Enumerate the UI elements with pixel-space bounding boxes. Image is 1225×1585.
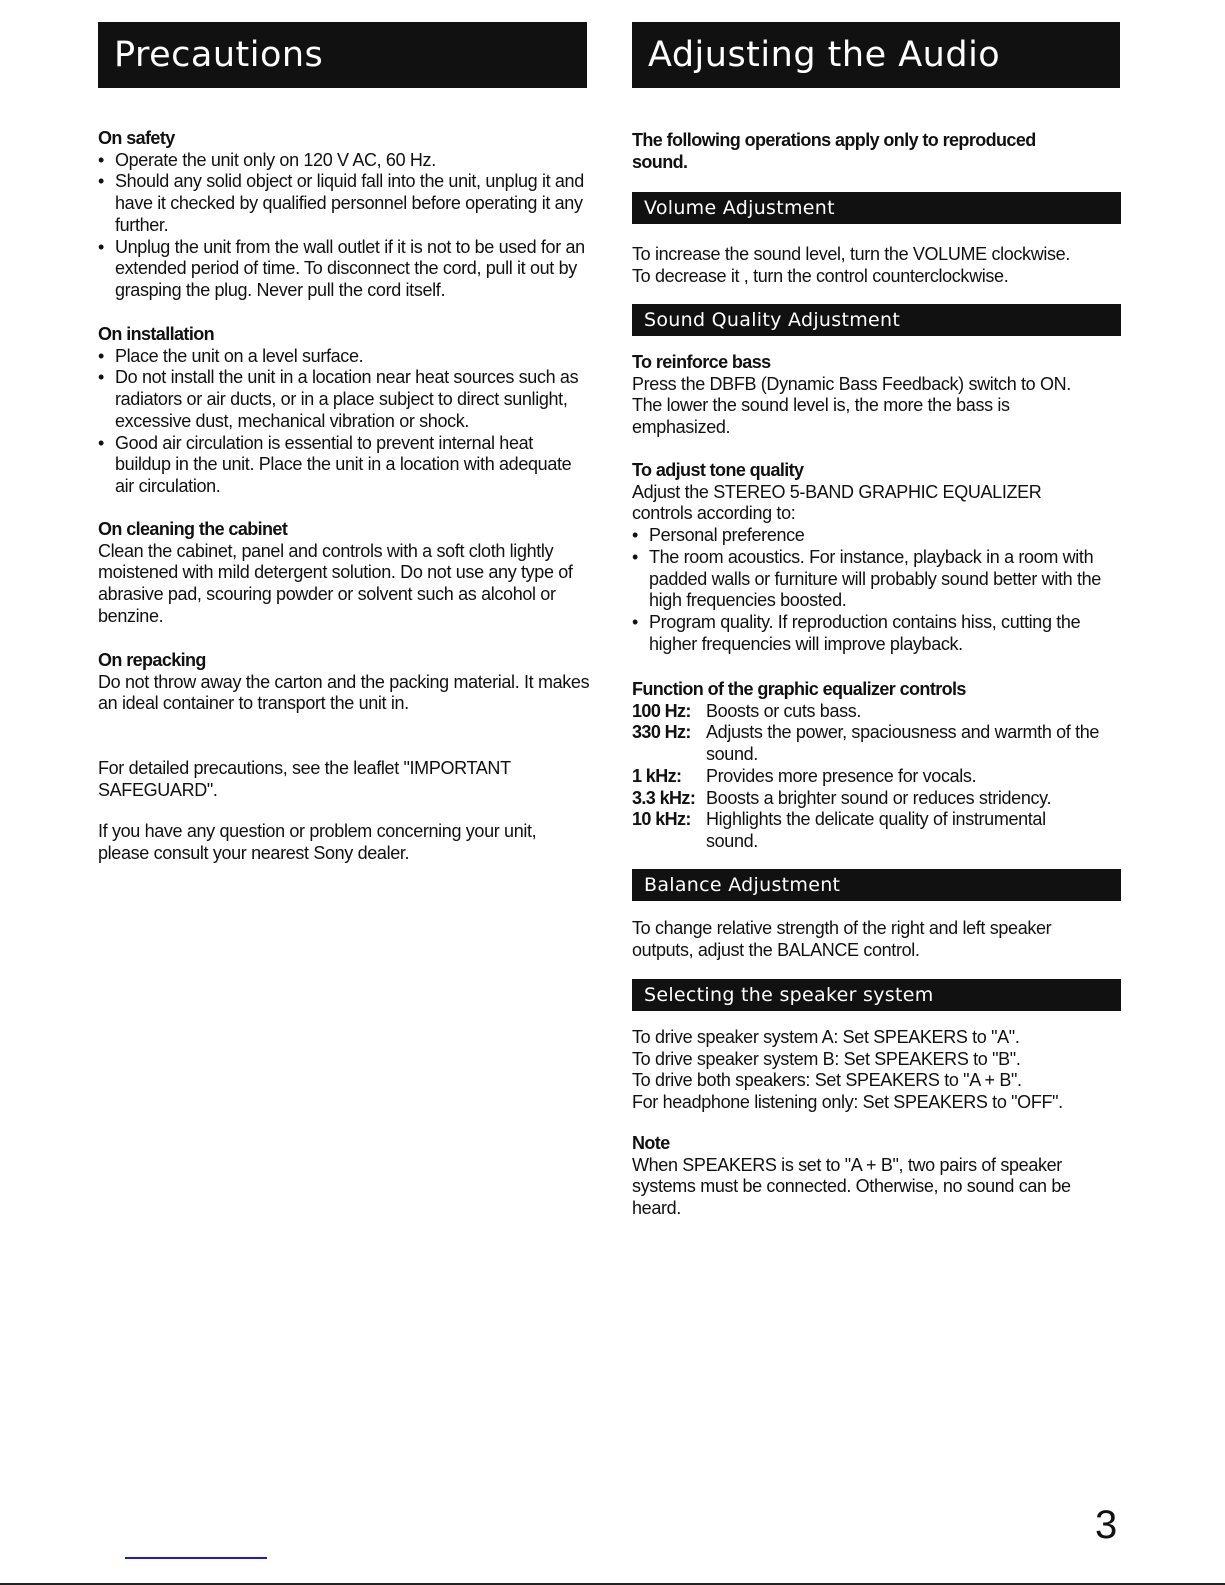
blue-underline — [125, 1557, 267, 1559]
installation-heading: On installation — [98, 324, 215, 344]
sound-quality-heading: Sound Quality Adjustment — [632, 304, 1121, 336]
adjusting-audio-title: Adjusting the Audio — [632, 22, 1120, 88]
freq-desc: Boosts or cuts bass. — [706, 700, 862, 721]
list-item: • Do not install the unit in a location near heat sources such as radiators or air ducts, or in a place subject to direct sunlight, excessive dust, mechanical vibration or shock. — [98, 367, 590, 432]
volume-section — [632, 244, 1122, 287]
freq-desc: Adjusts the power, spaciousness and warmth of the sound. — [706, 722, 1100, 765]
speaker-heading: Selecting the speaker system — [632, 979, 1121, 1011]
freq-row — [632, 788, 1107, 810]
freq-label: 100 Hz: — [632, 700, 691, 721]
freq-label: 330 Hz: — [632, 722, 691, 743]
freq-label: 10 kHz: — [632, 809, 691, 830]
precautions-title: Precautions — [98, 22, 587, 88]
tone-section — [632, 460, 1110, 655]
speaker-line: To drive speaker system A: Set SPEAKERS to "A". — [632, 1027, 1020, 1047]
speaker-line: To drive speaker system B: Set SPEAKERS to "B". — [632, 1048, 1021, 1069]
bass-heading: To reinforce bass — [632, 352, 771, 372]
list-item: • Operate the unit only on 120 V AC, 60 Hz. — [98, 150, 590, 172]
note-heading: Note — [632, 1133, 670, 1153]
speaker-section — [632, 1027, 1122, 1114]
balance-text: To change relative strength of the right and left speaker outputs, adjust the BALANCE control. — [632, 918, 1052, 960]
freq-row — [632, 701, 1107, 723]
freq-label: 1 kHz: — [632, 765, 682, 786]
volume-line: To increase the sound level, turn the VOLUME clockwise. — [632, 244, 1070, 264]
bass-text: Press the DBFB (Dynamic Bass Feedback) switch to ON. The lower the sound level is, the more the bass is emphasized. — [632, 373, 1071, 438]
freq-row — [632, 766, 1107, 788]
list-item: • Should any solid object or liquid fall into the unit, unplug it and have it checked by qualified personnel before operating it any further. — [98, 171, 590, 236]
equalizer-heading: Function of the graphic equalizer controls — [632, 679, 966, 699]
balance-heading: Balance Adjustment — [632, 869, 1121, 901]
list-item: • The room acoustics. For instance, playback in a room with padded walls or furniture will probably sound better with the high frequencies boosted. — [632, 547, 1110, 612]
equalizer-section — [632, 679, 1107, 853]
list-item: • Place the unit on a level surface. — [98, 346, 590, 368]
freq-desc: Provides more presence for vocals. — [706, 765, 977, 786]
cleaning-section — [98, 519, 590, 628]
safety-list — [98, 150, 590, 302]
repacking-section — [98, 650, 590, 715]
safety-heading: On safety — [98, 128, 175, 148]
intro-text: The following operations apply only to reproduced sound. — [632, 130, 1036, 172]
list-item: • Unplug the unit from the wall outlet if it is not to be used for an extended period of time. To disconnect the cord, pull it out by grasping the plug. Never pull the cord itself. — [98, 237, 590, 302]
list-item: • Personal preference — [632, 525, 1110, 547]
list-item: • Program quality. If reproduction contains hiss, cutting the higher frequencies will improve playback. — [632, 612, 1110, 655]
safety-section — [98, 128, 590, 302]
page-number: 3 — [1095, 1503, 1117, 1547]
freq-row — [632, 809, 1082, 852]
freq-desc: Boosts a brighter sound or reduces stridency. — [706, 787, 1052, 808]
tone-heading: To adjust tone quality — [632, 460, 804, 480]
freq-row — [632, 722, 1107, 765]
speaker-line: For headphone listening only: Set SPEAKERS to "OFF". — [632, 1092, 1063, 1113]
volume-heading: Volume Adjustment — [632, 192, 1121, 224]
cleaning-text: Clean the cabinet, panel and controls with a soft cloth lightly moistened with mild detergent solution. Do not use any type of abrasive pad, scouring powder or solvent such as alcohol or benzine. — [98, 540, 573, 626]
detailed-precautions-text: For detailed precautions, see the leaflet "IMPORTANT SAFEGUARD". — [98, 758, 511, 800]
note-text: When SPEAKERS is set to "A + B", two pairs of speaker systems must be connected. Otherwise, no sound can be heard. — [632, 1154, 1071, 1219]
cleaning-heading: On cleaning the cabinet — [98, 519, 288, 539]
note-section — [632, 1133, 1112, 1220]
volume-line: To decrease it , turn the control counterclockwise. — [632, 265, 1009, 286]
installation-section — [98, 324, 590, 498]
freq-label: 3.3 kHz: — [632, 787, 696, 808]
installation-list — [98, 346, 590, 498]
bass-section — [632, 352, 1102, 439]
list-item: • Good air circulation is essential to prevent internal heat buildup in the unit. Place the unit in a location with adequate air circulation. — [98, 433, 590, 498]
question-text: If you have any question or problem concerning your unit, please consult your nearest Sony dealer. — [98, 821, 537, 863]
freq-desc: Highlights the delicate quality of instrumental sound. — [706, 809, 1046, 851]
repacking-text: Do not throw away the carton and the packing material. It makes an ideal container to transport the unit in. — [98, 671, 590, 714]
tone-list — [632, 525, 1110, 655]
speaker-line: To drive both speakers: Set SPEAKERS to "A + B". — [632, 1070, 1022, 1091]
repacking-heading: On repacking — [98, 650, 206, 670]
tone-text: Adjust the STEREO 5-BAND GRAPHIC EQUALIZER controls according to: — [632, 481, 1042, 524]
